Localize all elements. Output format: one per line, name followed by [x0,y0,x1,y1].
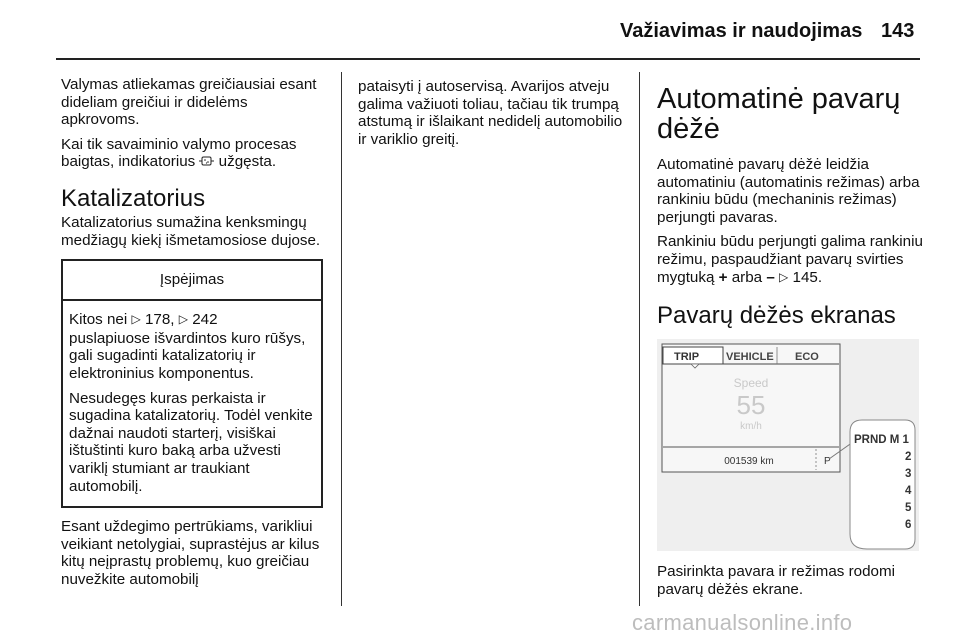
paragraph: Rankiniu būdu perjungti galima rankiniu režimu, paspaudžiant pavarų svirties mygtuką + arba – ▷ 145. [657,233,923,286]
gear-4: 4 [905,485,912,498]
column-1 [61,76,329,595]
display-illustration [657,339,919,551]
gear-5: 5 [905,502,912,515]
page-ref[interactable]: 242 [192,311,218,329]
tab-trip: TRIP [674,351,700,364]
paragraph: pataisyti į autoservisą. Avarijos atveju galima važiuoti toliau, tačiau tik trumpą atstumą ir išlaikant nedidelį automobilio ir variklio greitį. [358,78,623,148]
page-ref[interactable]: 178 [144,311,171,329]
warning-body [63,301,321,506]
speed-label: Speed [733,376,769,391]
plus-icon: + [718,268,728,286]
column-3 [657,84,925,605]
speed-value: 55 [736,390,766,421]
page-ref-icon: ▷ [131,312,141,327]
tab-eco: ECO [795,351,819,364]
diesel-filter-icon [199,155,214,167]
paragraph: Automatinė pavarų dėžė leidžia automatiniu (automatinis režimas) arba rankiniu būdu (mechaninis režimas) perjungti pavaras. [657,156,920,226]
minus-icon: – [766,268,775,286]
gearbox-display-figure [657,339,919,551]
gear-2: 2 [905,451,912,464]
page-header [0,0,960,60]
section-heading: Pavarų dėžės ekranas [657,302,896,330]
speed-unit: km/h [740,421,762,433]
watermark: carmanualsonline.info [632,610,853,635]
paragraph: Valymas atliekamas greičiausiai esant dideliam greičiui ir didelėms apkrovoms. [61,76,317,129]
header-rule [56,58,920,60]
warning-box [61,259,323,508]
page-number: 143 [881,20,915,42]
gear-6: 6 [905,519,912,532]
column-divider-2 [639,72,640,606]
section-heading: Katalizatorius [61,184,206,212]
chapter-title: Automatinė pavarų dėžė [657,83,901,145]
running-title: Važiavimas ir naudojimas [620,20,863,42]
page-ref-icon: ▷ [178,312,188,327]
tab-vehicle: VEHICLE [726,351,774,364]
page-ref[interactable]: 145 [792,268,818,286]
gear-indicator: P [824,456,831,468]
gear-selector-row: PRND M 1 [854,434,909,447]
paragraph: Pasirinkta pavara ir režimas rodomi pavarų dėžės ekrane. [657,563,896,598]
column-divider-1 [341,72,342,606]
gear-3: 3 [905,468,912,481]
warning-title: Įspėjimas [63,261,321,301]
paragraph: Esant uždegimo pertrūkiams, varikliui veikiant netolygiai, suprastėjus ar kilus kitų neįprastų problemų, kuo greičiau nuvežkite automobilį [61,518,320,588]
page-ref-icon: ▷ [779,269,789,284]
paragraph: Kitos nei ▷ 178, ▷ 242 puslapiuose išvardintos kuro rūšys, gali sugadinti katalizatorių ir elektroninius komponentus. [69,311,306,382]
paragraph: Katalizatorius sumažina kenksmingų medžiagų kiekį išmetamosiose dujose. [61,213,321,249]
paragraph: Kai tik savaiminio valymo procesas baigtas, indikatorius užgęsta. [61,135,297,171]
odometer: 001539 km [724,456,774,468]
column-2 [358,78,630,155]
paragraph: Nesudegęs kuras perkaista ir sugadina katalizatorių. Todėl venkite dažnai naudoti starterį, visiškai ištuštinti kuro baką arba užvesti variklį stumiant ar traukiant automobilį. [69,389,313,495]
